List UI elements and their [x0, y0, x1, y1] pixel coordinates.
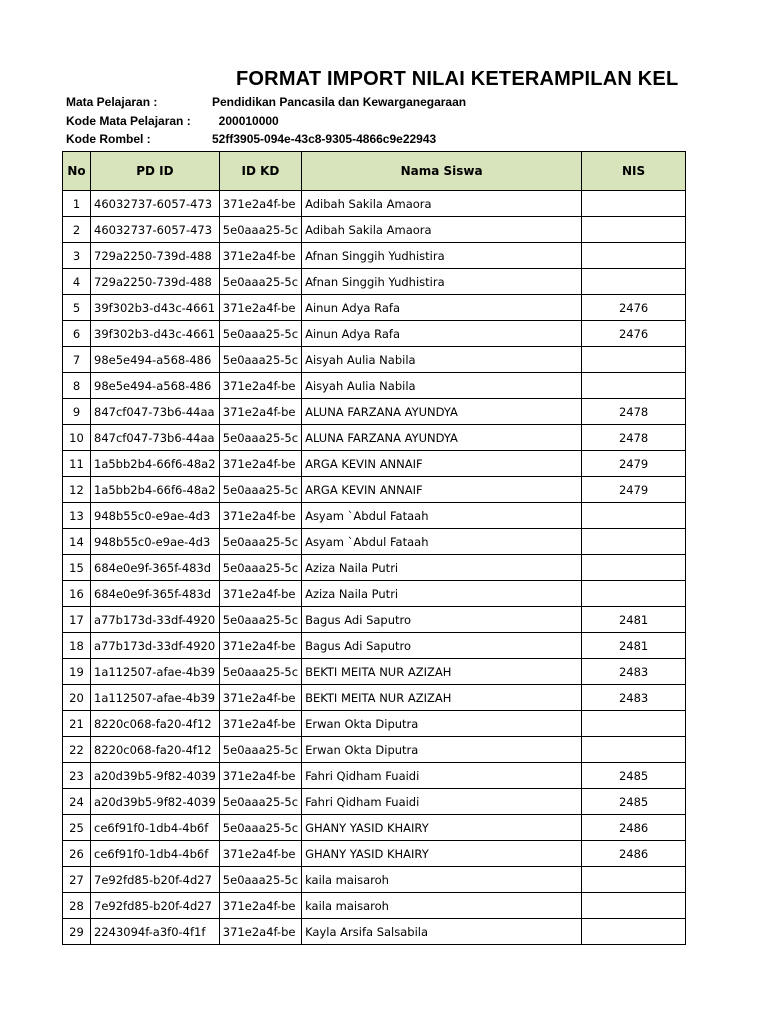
table-row [63, 191, 686, 217]
page-title: FORMAT IMPORT NILAI KETERAMPILAN KEL [236, 68, 679, 90]
cell-id-kd[interactable]: 5e0aaa25-5c [219, 529, 301, 555]
cell-no[interactable]: 26 [63, 841, 91, 867]
cell-no[interactable]: 23 [63, 763, 91, 789]
cell-no[interactable]: 17 [63, 607, 91, 633]
cell-nama-siswa[interactable]: ARGA KEVIN ANNAIF [302, 451, 582, 477]
cell-id-kd[interactable]: 371e2a4f-be [219, 191, 301, 217]
cell-id-kd[interactable]: 5e0aaa25-5c [219, 425, 301, 451]
cell-id-kd[interactable]: 5e0aaa25-5c [219, 815, 301, 841]
cell-nama-siswa[interactable]: Erwan Okta Diputra [302, 711, 582, 737]
cell-id-kd[interactable]: 371e2a4f-be [219, 295, 301, 321]
cell-no[interactable]: 1 [63, 191, 91, 217]
table-row [63, 321, 686, 347]
cell-nama-siswa[interactable]: Bagus Adi Saputro [302, 607, 582, 633]
meta-label: Mata Pelajaran : [66, 95, 158, 109]
cell-no[interactable]: 27 [63, 867, 91, 893]
cell-no[interactable]: 18 [63, 633, 91, 659]
cell-nama-siswa[interactable]: Ainun Adya Rafa [302, 321, 582, 347]
cell-no[interactable]: 4 [63, 269, 91, 295]
cell-pd-id[interactable]: ce6f91f0-1db4-4b6f [91, 815, 220, 841]
cell-nis[interactable] [582, 243, 686, 269]
cell-id-kd[interactable]: 371e2a4f-be [219, 243, 301, 269]
table-row [63, 789, 686, 815]
cell-pd-id[interactable]: a77b173d-33df-4920 [91, 633, 220, 659]
cell-nis[interactable] [582, 269, 686, 295]
cell-nis[interactable] [582, 711, 686, 737]
cell-nis[interactable]: 2481 [582, 633, 686, 659]
table-header-row [63, 152, 686, 191]
cell-id-kd[interactable]: 371e2a4f-be [219, 581, 301, 607]
cell-id-kd[interactable]: 5e0aaa25-5c [219, 555, 301, 581]
cell-nis[interactable]: 2485 [582, 763, 686, 789]
cell-no[interactable]: 20 [63, 685, 91, 711]
cell-id-kd[interactable]: 5e0aaa25-5c [219, 321, 301, 347]
header-nis: NIS [582, 152, 686, 191]
cell-nama-siswa[interactable]: BEKTI MEITA NUR AZIZAH [302, 659, 582, 685]
cell-id-kd[interactable]: 5e0aaa25-5c [219, 269, 301, 295]
cell-pd-id[interactable]: 2243094f-a3f0-4f1f [91, 919, 220, 945]
cell-id-kd[interactable]: 371e2a4f-be [219, 893, 301, 919]
cell-pd-id[interactable]: a77b173d-33df-4920 [91, 607, 220, 633]
cell-nama-siswa[interactable]: Ainun Adya Rafa [302, 295, 582, 321]
cell-nama-siswa[interactable]: kaila maisaroh [302, 893, 582, 919]
cell-nis[interactable] [582, 581, 686, 607]
cell-id-kd[interactable]: 5e0aaa25-5c [219, 347, 301, 373]
cell-no[interactable]: 19 [63, 659, 91, 685]
cell-id-kd[interactable]: 5e0aaa25-5c [219, 477, 301, 503]
cell-pd-id[interactable]: 948b55c0-e9ae-4d3 [91, 503, 220, 529]
cell-no[interactable]: 14 [63, 529, 91, 555]
table-row [63, 399, 686, 425]
cell-nis[interactable]: 2478 [582, 425, 686, 451]
table-row [63, 815, 686, 841]
cell-nis[interactable]: 2481 [582, 607, 686, 633]
grade-import-table [62, 151, 686, 945]
cell-pd-id[interactable]: 684e0e9f-365f-483d [91, 581, 220, 607]
cell-pd-id[interactable]: 7e92fd85-b20f-4d27 [91, 867, 220, 893]
cell-pd-id[interactable]: 847cf047-73b6-44aa [91, 425, 220, 451]
cell-no[interactable]: 21 [63, 711, 91, 737]
cell-nama-siswa[interactable]: Afnan Singgih Yudhistira [302, 269, 582, 295]
cell-nis[interactable] [582, 555, 686, 581]
cell-nama-siswa[interactable]: Afnan Singgih Yudhistira [302, 243, 582, 269]
cell-nama-siswa[interactable]: Asyam `Abdul Fataah [302, 503, 582, 529]
cell-nama-siswa[interactable]: Aziza Naila Putri [302, 581, 582, 607]
table-row [63, 269, 686, 295]
cell-no[interactable]: 25 [63, 815, 91, 841]
cell-nama-siswa[interactable]: BEKTI MEITA NUR AZIZAH [302, 685, 582, 711]
cell-no[interactable]: 15 [63, 555, 91, 581]
cell-pd-id[interactable]: 46032737-6057-473 [91, 191, 220, 217]
cell-no[interactable]: 9 [63, 399, 91, 425]
table-row [63, 529, 686, 555]
cell-pd-id[interactable]: 948b55c0-e9ae-4d3 [91, 529, 220, 555]
cell-nis[interactable]: 2486 [582, 841, 686, 867]
cell-no[interactable]: 28 [63, 893, 91, 919]
table-row [63, 503, 686, 529]
table-row [63, 295, 686, 321]
cell-pd-id[interactable]: 39f302b3-d43c-4661 [91, 295, 220, 321]
cell-nama-siswa[interactable]: kaila maisaroh [302, 867, 582, 893]
cell-nis[interactable] [582, 529, 686, 555]
cell-nama-siswa[interactable]: Aisyah Aulia Nabila [302, 347, 582, 373]
cell-pd-id[interactable]: 1a5bb2b4-66f6-48a2 [91, 477, 220, 503]
cell-no[interactable]: 13 [63, 503, 91, 529]
cell-id-kd[interactable]: 371e2a4f-be [219, 373, 301, 399]
cell-nama-siswa[interactable]: Adibah Sakila Amaora [302, 217, 582, 243]
cell-no[interactable]: 29 [63, 919, 91, 945]
cell-nama-siswa[interactable]: ALUNA FARZANA AYUNDYA [302, 425, 582, 451]
table-row [63, 607, 686, 633]
cell-no[interactable]: 5 [63, 295, 91, 321]
cell-pd-id[interactable]: 98e5e494-a568-486 [91, 373, 220, 399]
cell-id-kd[interactable]: 5e0aaa25-5c [219, 607, 301, 633]
cell-no[interactable]: 7 [63, 347, 91, 373]
cell-id-kd[interactable]: 371e2a4f-be [219, 841, 301, 867]
cell-nama-siswa[interactable]: Fahri Qidham Fuaidi [302, 789, 582, 815]
cell-id-kd[interactable]: 371e2a4f-be [219, 711, 301, 737]
meta-label: Kode Rombel : [66, 132, 151, 146]
cell-pd-id[interactable]: 7e92fd85-b20f-4d27 [91, 893, 220, 919]
cell-pd-id[interactable]: 729a2250-739d-488 [91, 243, 220, 269]
cell-nama-siswa[interactable]: Kayla Arsifa Salsabila [302, 919, 582, 945]
cell-nama-siswa[interactable]: Adibah Sakila Amaora [302, 191, 582, 217]
cell-nama-siswa[interactable]: Erwan Okta Diputra [302, 737, 582, 763]
table-row [63, 685, 686, 711]
cell-pd-id[interactable]: a20d39b5-9f82-4039 [91, 763, 220, 789]
cell-nis[interactable]: 2483 [582, 659, 686, 685]
cell-nama-siswa[interactable]: GHANY YASID KHAIRY [302, 841, 582, 867]
cell-id-kd[interactable]: 5e0aaa25-5c [219, 217, 301, 243]
cell-pd-id[interactable]: 847cf047-73b6-44aa [91, 399, 220, 425]
cell-pd-id[interactable]: ce6f91f0-1db4-4b6f [91, 841, 220, 867]
cell-nama-siswa[interactable]: Bagus Adi Saputro [302, 633, 582, 659]
cell-no[interactable]: 8 [63, 373, 91, 399]
cell-id-kd[interactable]: 5e0aaa25-5c [219, 737, 301, 763]
meta-value: Pendidikan Pancasila dan Kewarganegaraan [212, 95, 467, 109]
cell-no[interactable]: 10 [63, 425, 91, 451]
header-id-kd: ID KD [219, 152, 301, 191]
header-pd-id: PD ID [91, 152, 220, 191]
cell-pd-id[interactable]: 39f302b3-d43c-4661 [91, 321, 220, 347]
table-row [63, 425, 686, 451]
cell-id-kd[interactable]: 5e0aaa25-5c [219, 867, 301, 893]
cell-id-kd[interactable]: 5e0aaa25-5c [219, 659, 301, 685]
table-row [63, 841, 686, 867]
cell-no[interactable]: 22 [63, 737, 91, 763]
cell-id-kd[interactable]: 5e0aaa25-5c [219, 789, 301, 815]
cell-nama-siswa[interactable]: Asyam `Abdul Fataah [302, 529, 582, 555]
cell-id-kd[interactable]: 371e2a4f-be [219, 451, 301, 477]
cell-id-kd[interactable]: 371e2a4f-be [219, 399, 301, 425]
cell-nis[interactable] [582, 217, 686, 243]
cell-id-kd[interactable]: 371e2a4f-be [219, 503, 301, 529]
cell-nis[interactable] [582, 919, 686, 945]
cell-nis[interactable] [582, 893, 686, 919]
cell-no[interactable]: 16 [63, 581, 91, 607]
table-row [63, 581, 686, 607]
cell-pd-id[interactable]: 1a112507-afae-4b39 [91, 659, 220, 685]
table-body [63, 191, 686, 945]
cell-pd-id[interactable]: 1a5bb2b4-66f6-48a2 [91, 451, 220, 477]
cell-nama-siswa[interactable]: ALUNA FARZANA AYUNDYA [302, 399, 582, 425]
cell-nama-siswa[interactable]: Fahri Qidham Fuaidi [302, 763, 582, 789]
table-row [63, 347, 686, 373]
cell-pd-id[interactable]: 729a2250-739d-488 [91, 269, 220, 295]
cell-pd-id[interactable]: 8220c068-fa20-4f12 [91, 711, 220, 737]
cell-nis[interactable] [582, 503, 686, 529]
cell-nis[interactable]: 2479 [582, 477, 686, 503]
cell-no[interactable]: 3 [63, 243, 91, 269]
cell-pd-id[interactable]: 46032737-6057-473 [91, 217, 220, 243]
cell-nis[interactable] [582, 867, 686, 893]
cell-pd-id[interactable]: a20d39b5-9f82-4039 [91, 789, 220, 815]
cell-nama-siswa[interactable]: ARGA KEVIN ANNAIF [302, 477, 582, 503]
table-row [63, 451, 686, 477]
cell-pd-id[interactable]: 98e5e494-a568-486 [91, 347, 220, 373]
cell-nis[interactable]: 2485 [582, 789, 686, 815]
cell-pd-id[interactable]: 8220c068-fa20-4f12 [91, 737, 220, 763]
cell-nis[interactable]: 2486 [582, 815, 686, 841]
cell-pd-id[interactable]: 684e0e9f-365f-483d [91, 555, 220, 581]
cell-nis[interactable] [582, 347, 686, 373]
cell-pd-id[interactable]: 1a112507-afae-4b39 [91, 685, 220, 711]
meta-value: 200010000 [212, 114, 279, 128]
cell-no[interactable]: 24 [63, 789, 91, 815]
table-row [63, 217, 686, 243]
meta-label: Kode Mata Pelajaran : [66, 114, 191, 128]
cell-no[interactable]: 11 [63, 451, 91, 477]
header-nama-siswa: Nama Siswa [302, 152, 582, 191]
table-row [63, 555, 686, 581]
table-row [63, 893, 686, 919]
table-row [63, 373, 686, 399]
table-row [63, 243, 686, 269]
cell-nis[interactable] [582, 373, 686, 399]
header-no: No [63, 152, 91, 191]
cell-nis[interactable]: 2476 [582, 321, 686, 347]
cell-nama-siswa[interactable]: Aziza Naila Putri [302, 555, 582, 581]
meta-value: 52ff3905-094e-43c8-9305-4866c9e22943 [212, 132, 437, 146]
cell-no[interactable]: 6 [63, 321, 91, 347]
cell-id-kd[interactable]: 371e2a4f-be [219, 633, 301, 659]
table-row [63, 763, 686, 789]
cell-no[interactable]: 2 [63, 217, 91, 243]
cell-nis[interactable] [582, 191, 686, 217]
table-row [63, 477, 686, 503]
cell-nis[interactable]: 2476 [582, 295, 686, 321]
table-row [63, 867, 686, 893]
table-row [63, 633, 686, 659]
cell-id-kd[interactable]: 371e2a4f-be [219, 685, 301, 711]
cell-nama-siswa[interactable]: GHANY YASID KHAIRY [302, 815, 582, 841]
table-row [63, 737, 686, 763]
cell-nama-siswa[interactable]: Aisyah Aulia Nabila [302, 373, 582, 399]
cell-id-kd[interactable]: 371e2a4f-be [219, 919, 301, 945]
cell-id-kd[interactable]: 371e2a4f-be [219, 763, 301, 789]
table-row [63, 711, 686, 737]
cell-nis[interactable]: 2479 [582, 451, 686, 477]
table-row [63, 919, 686, 945]
table-row [63, 659, 686, 685]
cell-no[interactable]: 12 [63, 477, 91, 503]
cell-nis[interactable]: 2478 [582, 399, 686, 425]
cell-nis[interactable] [582, 737, 686, 763]
cell-nis[interactable]: 2483 [582, 685, 686, 711]
